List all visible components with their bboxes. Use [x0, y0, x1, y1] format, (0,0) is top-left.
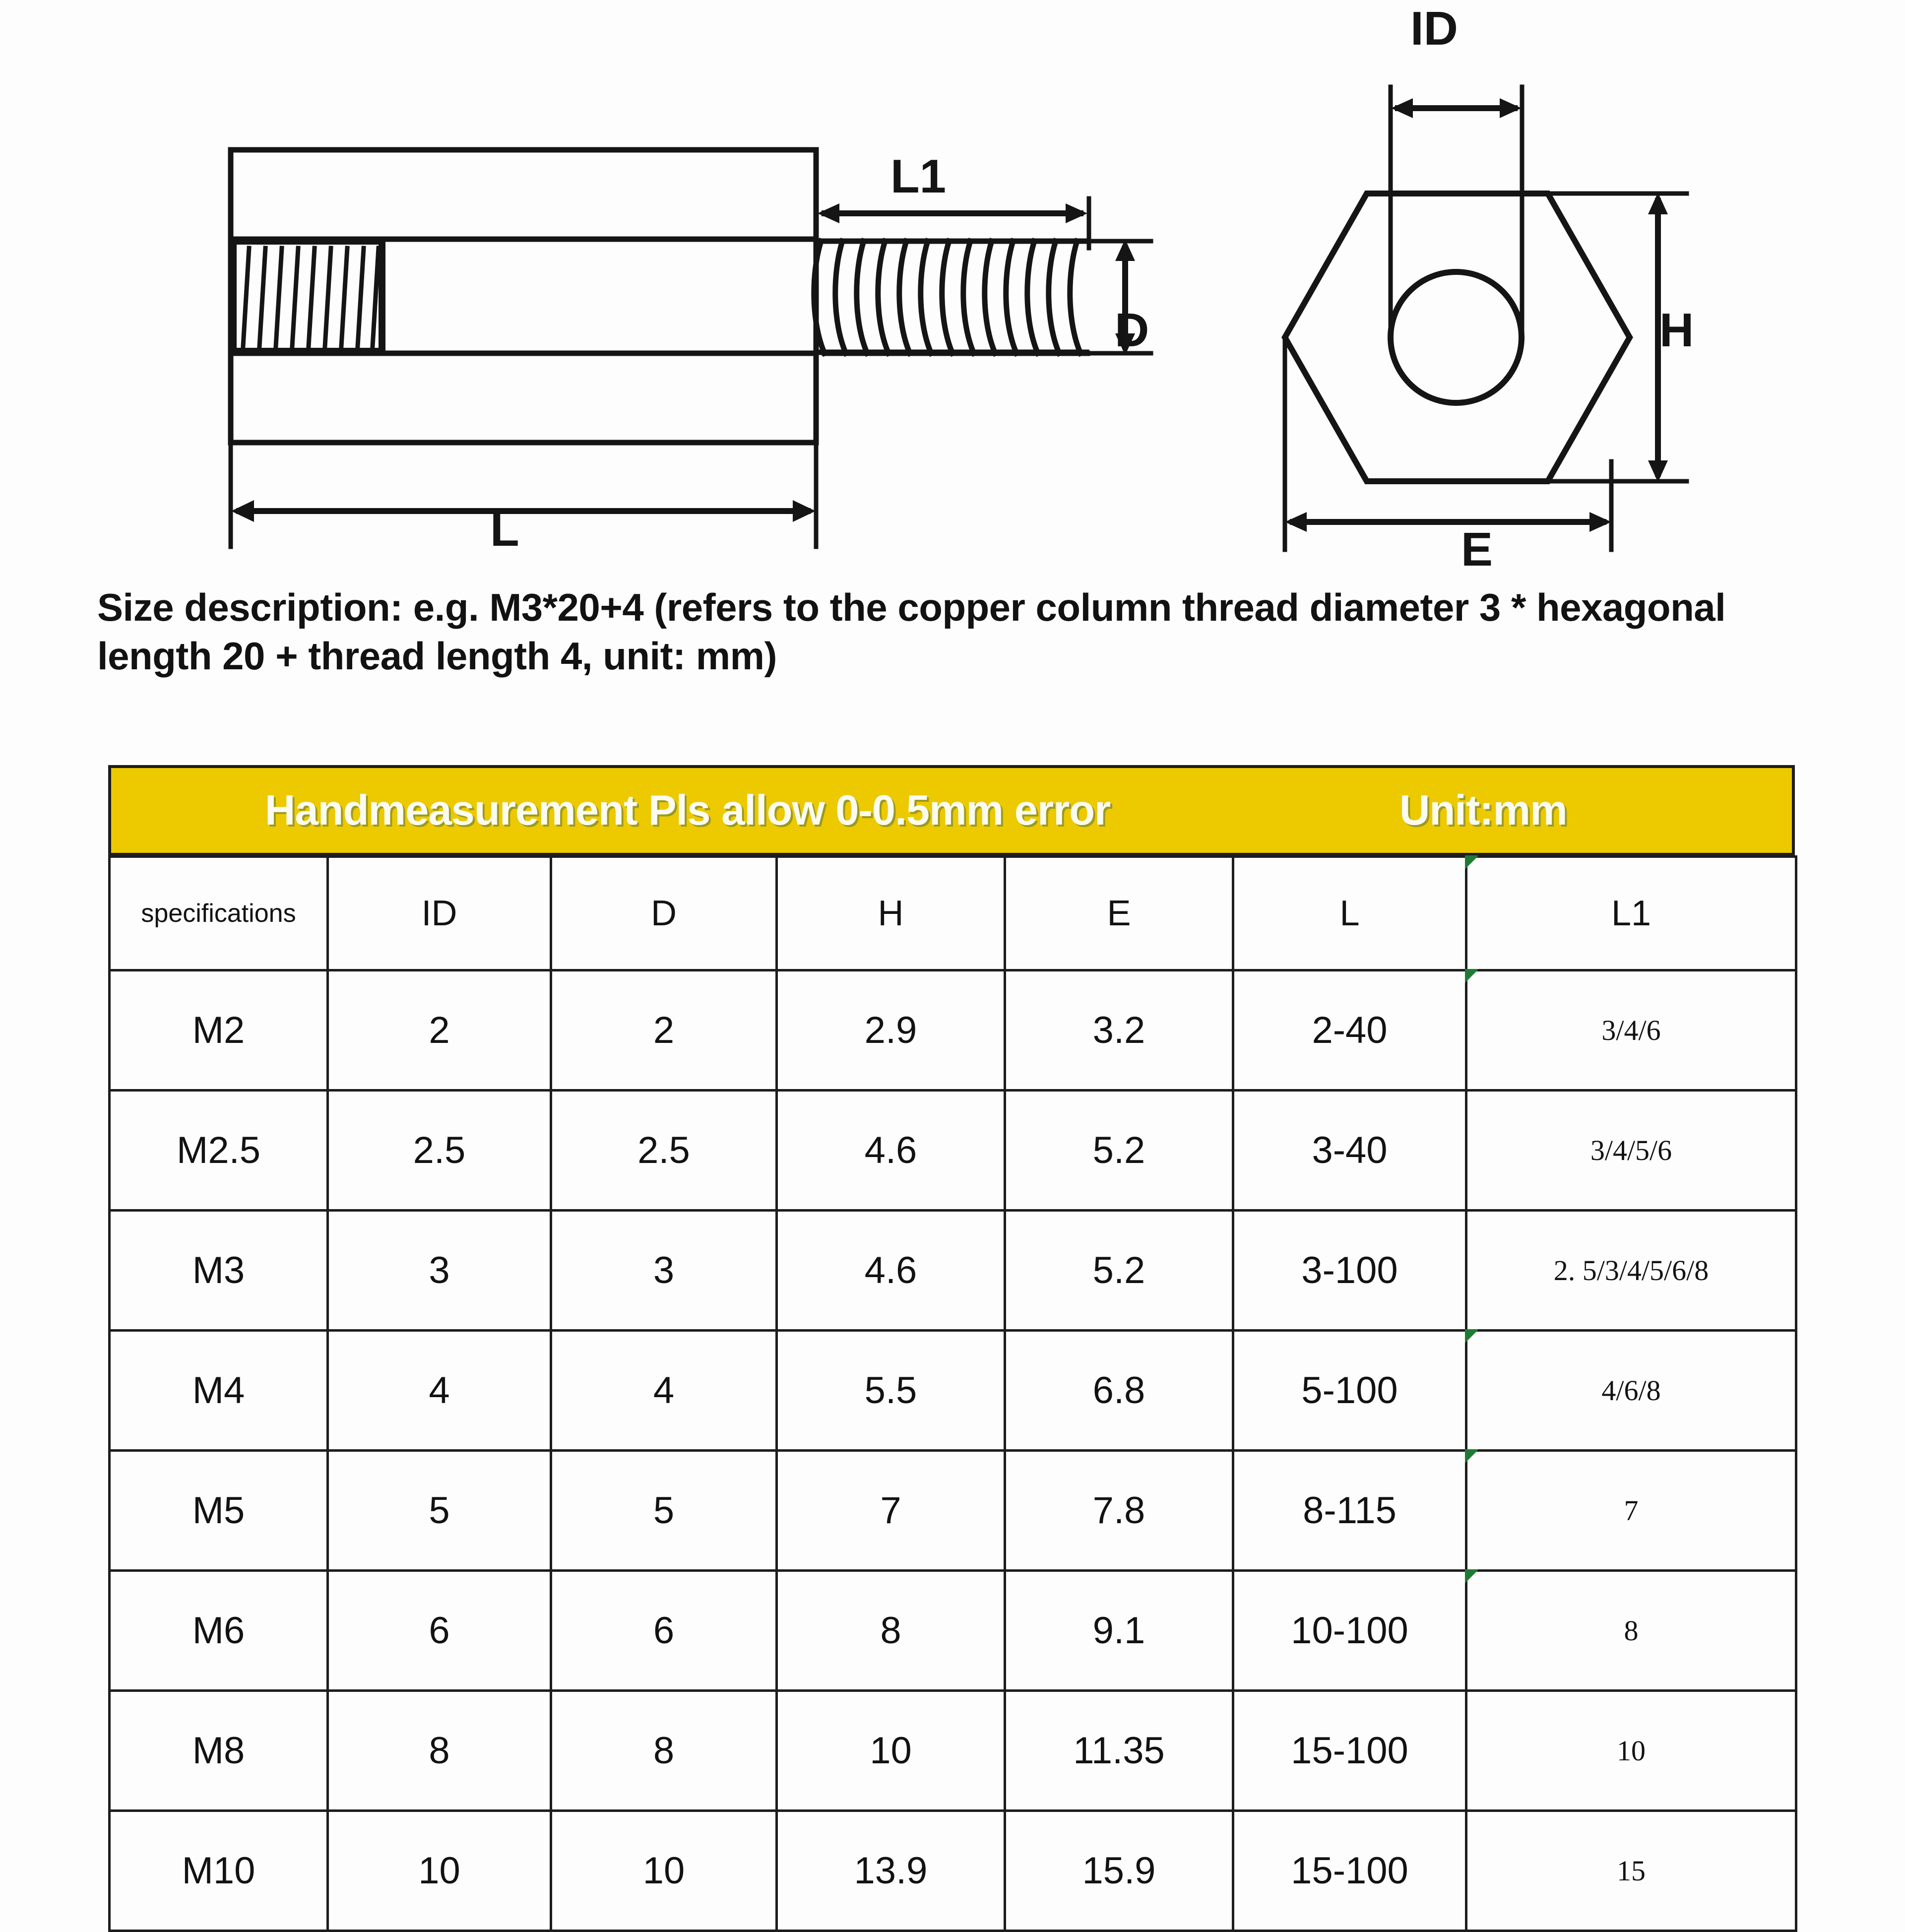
cell-id: 2	[328, 970, 551, 1091]
cell-d: 2.5	[551, 1091, 777, 1211]
cell-l1: 2. 5/3/4/5/6/8	[1466, 1211, 1796, 1331]
cell-specification: M3	[110, 1211, 328, 1331]
cell-l: 5-100	[1233, 1331, 1466, 1451]
specification-table-section	[108, 765, 1795, 1932]
dimension-label-h: H	[1659, 304, 1694, 357]
cell-specification: M2.5	[110, 1091, 328, 1211]
cell-h: 8	[777, 1571, 1005, 1691]
table-row	[110, 1571, 1796, 1691]
cell-l: 15-100	[1233, 1811, 1466, 1931]
diagram-panel	[0, 0, 1905, 580]
cell-h: 4.6	[777, 1211, 1005, 1331]
column-header-id: ID	[328, 857, 551, 970]
cell-specification: M4	[110, 1331, 328, 1451]
cell-d: 8	[551, 1691, 777, 1811]
dimension-label-id: ID	[1410, 2, 1458, 55]
cell-l1: 15	[1466, 1811, 1796, 1931]
cell-id: 2.5	[328, 1091, 551, 1211]
table-row	[110, 1331, 1796, 1451]
cell-l1: 7	[1466, 1451, 1796, 1571]
table-row	[110, 1451, 1796, 1571]
table-row	[110, 1211, 1796, 1331]
hex-standoff-side-view-drawing	[213, 124, 1210, 571]
cell-h: 7	[777, 1451, 1005, 1571]
cell-h: 13.9	[777, 1811, 1005, 1931]
cell-l1: 3/4/5/6	[1466, 1091, 1796, 1211]
cell-d: 2	[551, 970, 777, 1091]
cell-specification: M5	[110, 1451, 328, 1571]
cell-d: 6	[551, 1571, 777, 1691]
cell-d: 3	[551, 1211, 777, 1331]
column-header-e: E	[1005, 857, 1233, 970]
cell-e: 6.8	[1005, 1331, 1233, 1451]
cell-l: 8-115	[1233, 1451, 1466, 1571]
cell-specification: M8	[110, 1691, 328, 1811]
cell-h: 10	[777, 1691, 1005, 1811]
cell-d: 4	[551, 1331, 777, 1451]
dimension-label-d: D	[1115, 304, 1149, 357]
column-header-l: L	[1233, 857, 1466, 970]
cell-specification: M2	[110, 970, 328, 1091]
banner-title-text: Handmeasurement Pls allow 0-0.5mm error	[265, 786, 1111, 834]
cell-h: 4.6	[777, 1091, 1005, 1211]
cell-h: 5.5	[777, 1331, 1005, 1451]
cell-h: 2.9	[777, 970, 1005, 1091]
cell-id: 3	[328, 1211, 551, 1331]
cell-e: 15.9	[1005, 1811, 1233, 1931]
cell-l1: 4/6/8	[1466, 1331, 1796, 1451]
cell-id: 10	[328, 1811, 551, 1931]
cell-d: 5	[551, 1451, 777, 1571]
cell-l: 2-40	[1233, 970, 1466, 1091]
size-description-text: Size description: e.g. M3*20+4 (refers to the copper column thread diameter 3 * hexagonal length 20 + thread length 4, unit: mm)	[97, 585, 1726, 678]
cell-l: 10-100	[1233, 1571, 1466, 1691]
cell-e: 11.35	[1005, 1691, 1233, 1811]
cell-l1: 8	[1466, 1571, 1796, 1691]
cell-e: 7.8	[1005, 1451, 1233, 1571]
table-row	[110, 1811, 1796, 1931]
cell-id: 5	[328, 1451, 551, 1571]
table-banner	[108, 765, 1795, 855]
specification-table	[108, 855, 1797, 1932]
dimension-label-l1: L1	[890, 150, 947, 203]
dimension-label-l: L	[490, 503, 519, 556]
hex-standoff-end-view-drawing	[1270, 0, 1905, 585]
cell-d: 10	[551, 1811, 777, 1931]
banner-unit-text: Unit:mm	[1399, 786, 1567, 834]
cell-l1: 3/4/6	[1466, 970, 1796, 1091]
column-header-specifications: specifications	[110, 857, 328, 970]
table-header-row	[110, 857, 1796, 970]
cell-l: 15-100	[1233, 1691, 1466, 1811]
table-row	[110, 970, 1796, 1091]
cell-id: 8	[328, 1691, 551, 1811]
dimension-label-e: E	[1461, 523, 1493, 576]
cell-e: 3.2	[1005, 970, 1233, 1091]
cell-l: 3-40	[1233, 1091, 1466, 1211]
cell-e: 9.1	[1005, 1571, 1233, 1691]
table-row	[110, 1691, 1796, 1811]
cell-l1: 10	[1466, 1691, 1796, 1811]
cell-id: 6	[328, 1571, 551, 1691]
cell-e: 5.2	[1005, 1091, 1233, 1211]
column-header-h: H	[777, 857, 1005, 970]
cell-l: 3-100	[1233, 1211, 1466, 1331]
column-header-d: D	[551, 857, 777, 970]
cell-id: 4	[328, 1331, 551, 1451]
column-header-l1: L1	[1466, 857, 1796, 970]
cell-specification: M6	[110, 1571, 328, 1691]
table-row	[110, 1091, 1796, 1211]
cell-specification: M10	[110, 1811, 328, 1931]
cell-e: 5.2	[1005, 1211, 1233, 1331]
